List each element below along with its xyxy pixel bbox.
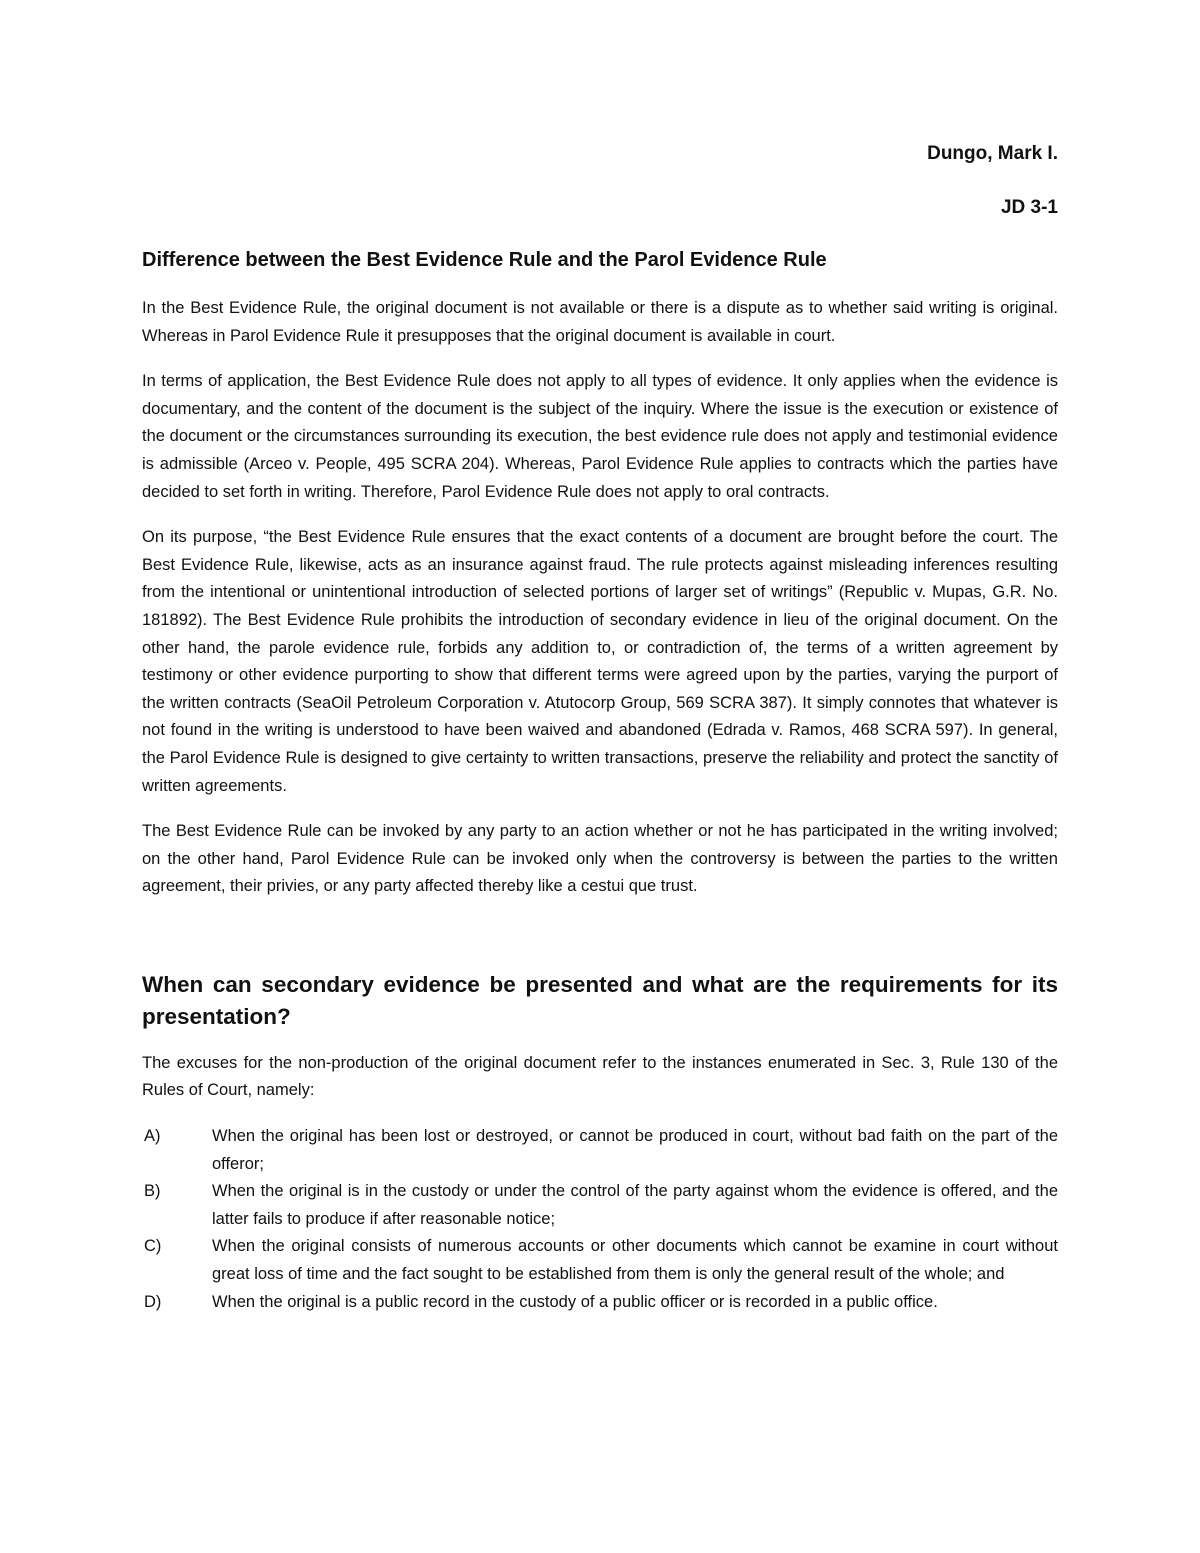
class-section: JD 3-1 (1000, 197, 1058, 218)
paragraph: On its purpose, “the Best Evidence Rule ensures that the exact contents of a document are brought before the court. The Best Evidence Rule, likewise, acts as an insurance against fraud. The rule protects against misleading inferences resulting from the intentional or unintentional introduction of selected portions of larger set of writings” (Republic v. Mupas, G.R. No. 181892). The Best Evidence Rule prohibits the introduction of secondary evidence in lieu of the original document. On the other hand, the parole evidence rule, forbids any addition to, or contradiction of, the terms of a written agreement by testimony or other evidence purporting to show that different terms were agreed upon by the parties, varying the purport of the written contracts (SeaOil Petroleum Corporation v. Atutocorp Group, 569 SCRA 387). It simply connotes that whatever is not found in the writing is understood to have been waived and abandoned (Edrada v. Ramos, 468 SCRA 597). In general, the Parol Evidence Rule is designed to give certainty to written transactions, preserve the reliability and protect the sanctity of written agreements. (142, 528, 1058, 795)
list-item (142, 1178, 1058, 1233)
paragraph: In terms of application, the Best Evidence Rule does not apply to all types of evidence. It only applies when the evidence is documentary, and the content of the document is the subject of the inquiry. Where the issue is the execution or existence of the document or the circumstances surrounding its execution, the best evidence rule does not apply and testimonial evidence is admissible (Arceo v. People, 495 SCRA 204). Whereas, Parol Evidence Rule applies to contracts which the parties have decided to set forth in writing. Therefore, Parol Evidence Rule does not apply to oral contracts. (142, 372, 1058, 501)
list-item-text: When the original is in the custody or under the control of the party against whom the evidence is offered, and the latter fails to produce if after reasonable notice; (212, 1182, 1058, 1228)
list-marker: C) (144, 1237, 162, 1256)
paragraph-intro: The excuses for the non-production of the original document refer to the instances enumerated in Sec. 3, Rule 130 of the Rules of Court, namely: (142, 1053, 1058, 1100)
paragraph: In the Best Evidence Rule, the original document is not available or there is a dispute as to whether said writing is original. Whereas in Parol Evidence Rule it presupposes that the original document is available in court. (142, 299, 1058, 345)
paragraph: The Best Evidence Rule can be invoked by any party to an action whether or not he has participated in the writing involved; on the other hand, Parol Evidence Rule can be invoked only when the controversy is between the parties to the written agreement, their privies, or any party affected thereby like a cestui que trust. (142, 822, 1058, 896)
list-item-text: When the original is a public record in the custody of a public officer or is recorded in a public office. (212, 1292, 938, 1311)
list-marker: B) (144, 1182, 161, 1201)
list-marker: D) (144, 1292, 162, 1311)
section-heading-secondary-evidence: When can secondary evidence be presented and what are the requirements for its presentation? (142, 971, 1058, 1029)
list-item (142, 1289, 1058, 1317)
list-item (142, 1123, 1058, 1178)
list-item-text: When the original consists of numerous accounts or other documents which cannot be examine in court without great loss of time and the fact sought to be established from them is only the general result of the whole; and (212, 1237, 1058, 1284)
requirements-list (142, 1123, 1058, 1316)
author-name: Dungo, Mark I. (927, 143, 1058, 164)
list-item-text: When the original has been lost or destroyed, or cannot be produced in court, without bad faith on the part of the offeror; (212, 1127, 1058, 1173)
document-page (142, 140, 1058, 1316)
list-item (142, 1233, 1058, 1288)
list-marker: A) (144, 1127, 161, 1146)
section-heading-difference: Difference between the Best Evidence Rule and the Parol Evidence Rule (142, 249, 827, 271)
